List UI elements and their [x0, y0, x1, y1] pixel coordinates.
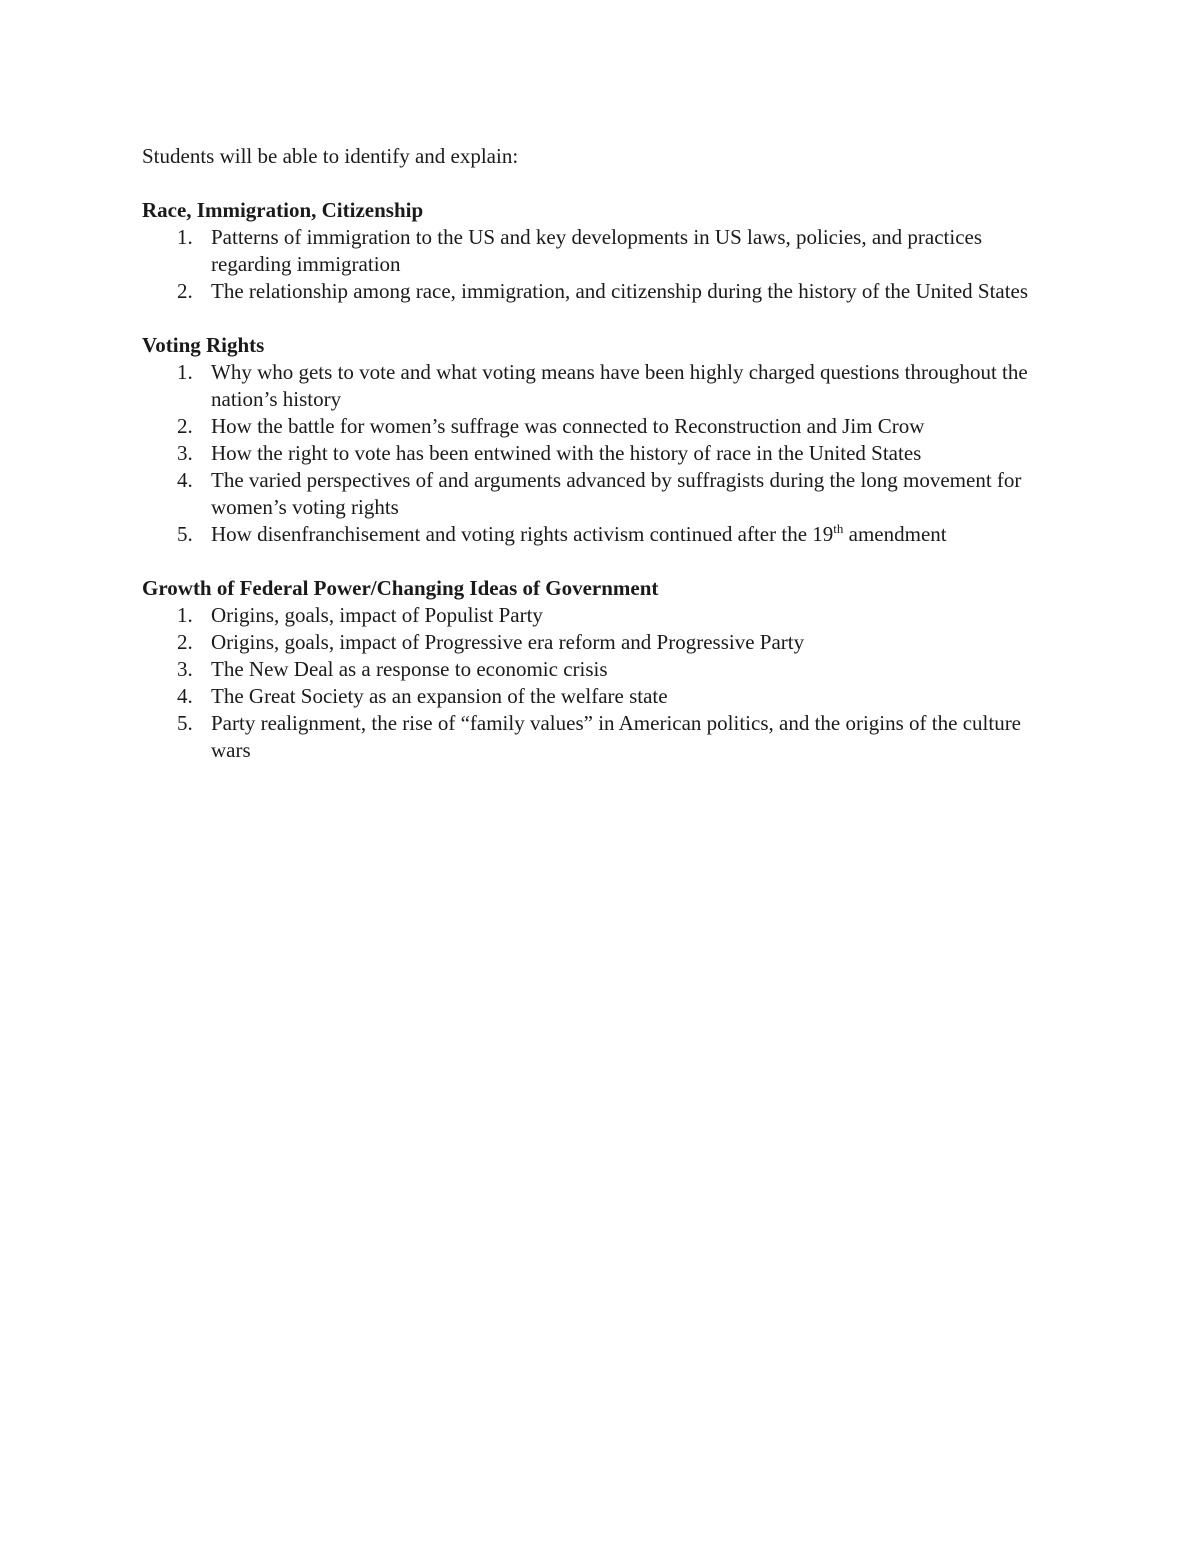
- list-item-text: The New Deal as a response to economic crisis: [211, 657, 608, 681]
- list-item-text-after: amendment: [843, 522, 947, 546]
- list-number: 1.: [177, 603, 193, 627]
- list-number: 4.: [177, 684, 193, 708]
- list-item: [142, 467, 1062, 521]
- list-item-text: Origins, goals, impact of Populist Party: [211, 603, 543, 627]
- list-number: 2.: [177, 279, 193, 303]
- list-number: 3.: [177, 441, 193, 465]
- list-number: 1.: [177, 225, 193, 249]
- list-item: [142, 683, 1062, 710]
- list-item: [142, 278, 1062, 305]
- list-item: [142, 359, 1062, 413]
- list-item-text: Why who gets to vote and what voting means have been highly charged questions throughout the nation’s history: [211, 360, 1028, 411]
- list-item-text: How the battle for women’s suffrage was connected to Reconstruction and Jim Crow: [211, 414, 925, 438]
- list-item-text-before: How disenfranchisement and voting rights activism continued after the 19: [211, 522, 834, 546]
- list-number: 4.: [177, 468, 193, 492]
- ordinal-superscript: th: [833, 521, 844, 536]
- list-item-text: How the right to vote has been entwined with the history of race in the United States: [211, 441, 922, 465]
- document-page: [142, 143, 1062, 791]
- section-heading: Race, Immigration, Citizenship: [142, 198, 424, 222]
- list-item: [142, 224, 1062, 278]
- list-item-text: Origins, goals, impact of Progressive era reform and Progressive Party: [211, 630, 805, 654]
- section-heading: Growth of Federal Power/Changing Ideas of Government: [142, 576, 659, 600]
- list-number: 1.: [177, 360, 193, 384]
- list-item: [142, 710, 1062, 764]
- list-number: 2.: [177, 414, 193, 438]
- list-item-text: The relationship among race, immigration, and citizenship during the history of the United States: [211, 279, 1029, 303]
- list-item: [142, 413, 1062, 440]
- list-item-text: Party realignment, the rise of “family values” in American politics, and the origins of the culture wars: [211, 711, 1022, 762]
- list-number: 3.: [177, 657, 193, 681]
- list-item: [142, 521, 1062, 548]
- list-item-text: The varied perspectives of and arguments advanced by suffragists during the long movement for women’s voting rights: [211, 468, 1022, 519]
- section-race-immigration-citizenship: [142, 197, 1062, 305]
- section-federal-power: [142, 575, 1062, 764]
- list-number: 5.: [177, 522, 193, 546]
- list-item: [142, 656, 1062, 683]
- list-number: 5.: [177, 711, 193, 735]
- section-voting-rights: [142, 332, 1062, 548]
- intro-text: Students will be able to identify and explain:: [142, 144, 519, 168]
- list-item-text: The Great Society as an expansion of the welfare state: [211, 684, 668, 708]
- list-item: [142, 629, 1062, 656]
- list-item: [142, 602, 1062, 629]
- section-heading: Voting Rights: [142, 333, 265, 357]
- list-item-text: Patterns of immigration to the US and key developments in US laws, policies, and practices regarding immigration: [211, 225, 983, 276]
- list-number: 2.: [177, 630, 193, 654]
- list-item: [142, 440, 1062, 467]
